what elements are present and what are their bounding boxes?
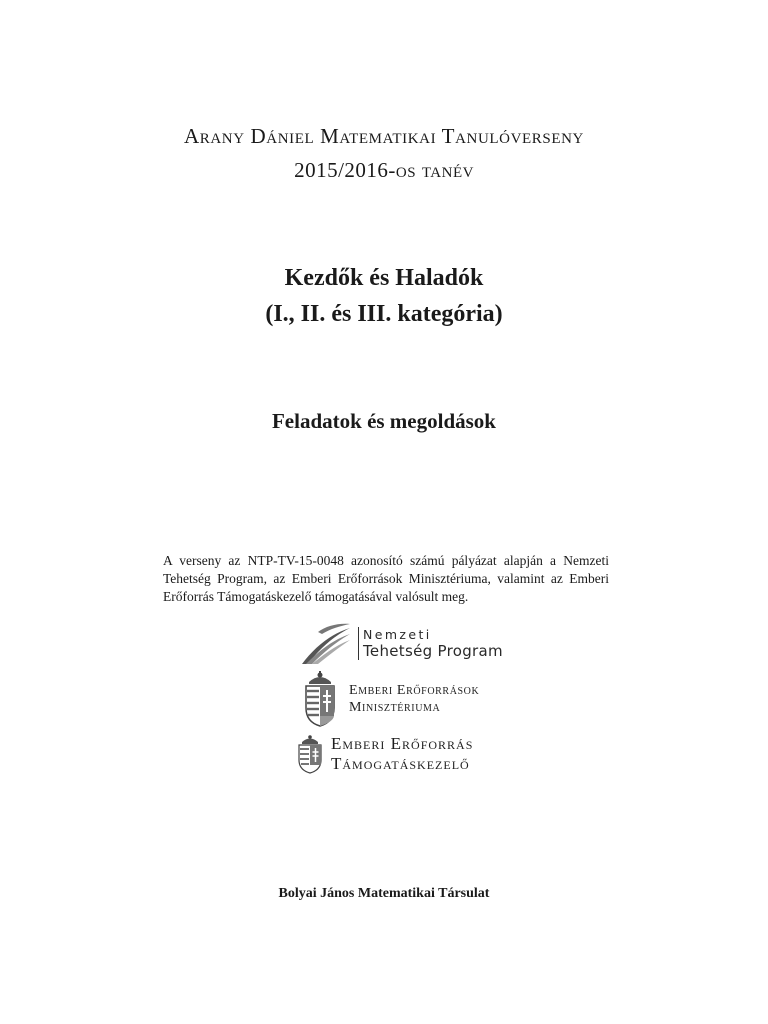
support-paragraph: A verseny az NTP-TV-15-0048 azonosító számú pályázat alapján a Nemzeti Tehetség Program, az Emberi Erőforrások Minisztériuma, valamint az Emberi Erőforrás Támogatáskezelő támogatásával valósult meg.: [163, 553, 609, 604]
eet-logo: [297, 734, 473, 774]
coat-of-arms-icon: [297, 734, 323, 774]
ntp-logo: [300, 620, 503, 666]
ntp-logo-line-1: Nemzeti: [363, 626, 432, 642]
title-line-1: Kezdők és Haladók: [284, 265, 484, 291]
school-year: 2015/2016-os tanév: [294, 158, 474, 182]
swoosh-logo-icon: [300, 620, 352, 666]
emmi-logo-line-2: Minisztériuma: [349, 700, 441, 715]
eet-logo-text: [331, 734, 473, 774]
title-line-2: (I., II. és III. kategória): [265, 301, 503, 327]
emmi-logo-line-1: Emberi Erőforrások: [349, 683, 480, 698]
ntp-logo-text: [358, 627, 503, 660]
competition-name: Arany Dániel Matematikai Tanulóverseny: [184, 124, 584, 148]
publisher: Bolyai János Matematikai Társulat: [278, 886, 490, 901]
eet-logo-line-1: Emberi Erőforrás: [331, 734, 474, 753]
emmi-logo-text: [349, 682, 479, 716]
subtitle: Feladatok és megoldások: [271, 409, 496, 433]
eet-logo-line-2: Támogatáskezelő: [331, 754, 470, 773]
ntp-logo-line-2: Tehetség Program: [363, 641, 503, 660]
emmi-logo: [303, 670, 479, 728]
coat-of-arms-icon: [303, 670, 337, 728]
